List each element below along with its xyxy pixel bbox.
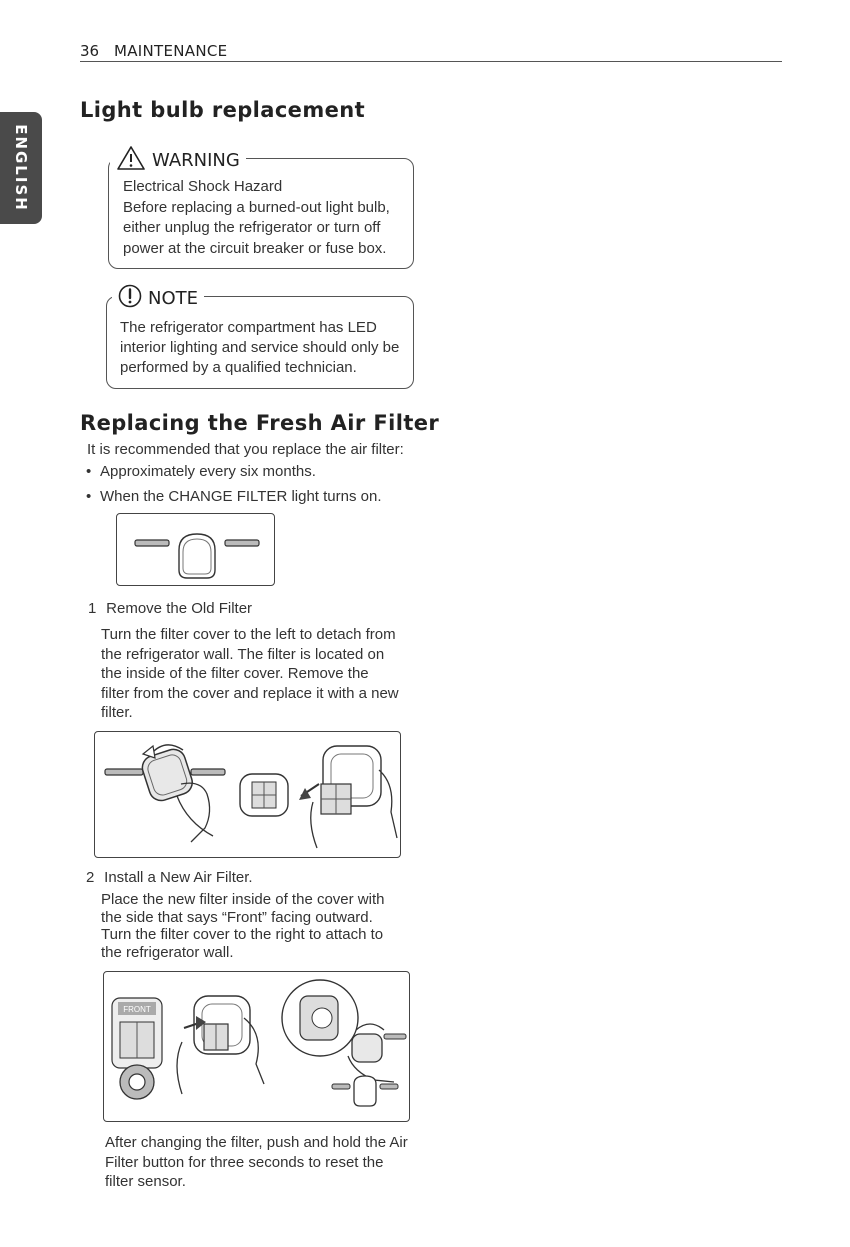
filter-panel-figure — [116, 513, 275, 586]
air-filter-heading: Replacing the Fresh Air Filter — [80, 411, 440, 435]
note-label — [112, 284, 204, 313]
air-filter-bullet-list — [86, 462, 382, 512]
list-item: • When the CHANGE FILTER light turns on. — [86, 487, 382, 512]
language-tab-label: ENGLISH — [12, 124, 30, 212]
step-1-body: Turn the filter cover to the left to detach from the refrigerator wall. The filter is located on the inside of the filter cover. Remove the filter from the cover and replace it with a new filter. — [101, 626, 399, 721]
remove-filter-figure — [94, 731, 401, 858]
air-filter-intro: It is recommended that you replace the air filter: — [87, 441, 404, 458]
front-label: FRONT — [123, 1005, 151, 1014]
warning-triangle-icon — [116, 145, 146, 176]
step-1-title-text: Remove the Old Filter — [106, 600, 253, 617]
list-item: • Approximately every six months. — [86, 462, 382, 487]
note-exclamation-icon — [118, 284, 142, 313]
language-tab — [0, 112, 42, 224]
page-number: 36 — [80, 42, 100, 60]
step-2-body: Place the new filter inside of the cover with the side that says “Front” facing outward. Turn the filter cover to the right to attach to the refrigerator wall. — [101, 891, 385, 961]
step-1-title — [88, 600, 252, 617]
step-1-number: 1 — [88, 600, 97, 617]
warning-text: Before replacing a burned-out light bulb, either unplug the refrigerator or turn off power at the circuit breaker or fuse box. — [123, 198, 390, 257]
final-note: After changing the filter, push and hold the Air Filter button for three seconds to reset the filter sensor. — [105, 1134, 408, 1190]
step-2-title-text: Install a New Air Filter. — [104, 869, 253, 886]
light-bulb-heading: Light bulb replacement — [80, 98, 366, 122]
note-label-text: NOTE — [148, 288, 199, 309]
page-header — [80, 42, 782, 62]
warning-content — [123, 177, 413, 259]
section-title: MAINTENANCE — [114, 42, 228, 60]
step-2-number: 2 — [86, 869, 95, 886]
warning-label-text: WARNING — [152, 150, 240, 171]
note-text: The refrigerator compartment has LED interior lighting and service should only be performed by a qualified technician. — [120, 319, 400, 376]
step-2-title — [86, 869, 253, 886]
warning-heading: Electrical Shock Hazard — [123, 178, 283, 195]
install-filter-figure — [103, 971, 410, 1122]
warning-label — [110, 145, 246, 176]
